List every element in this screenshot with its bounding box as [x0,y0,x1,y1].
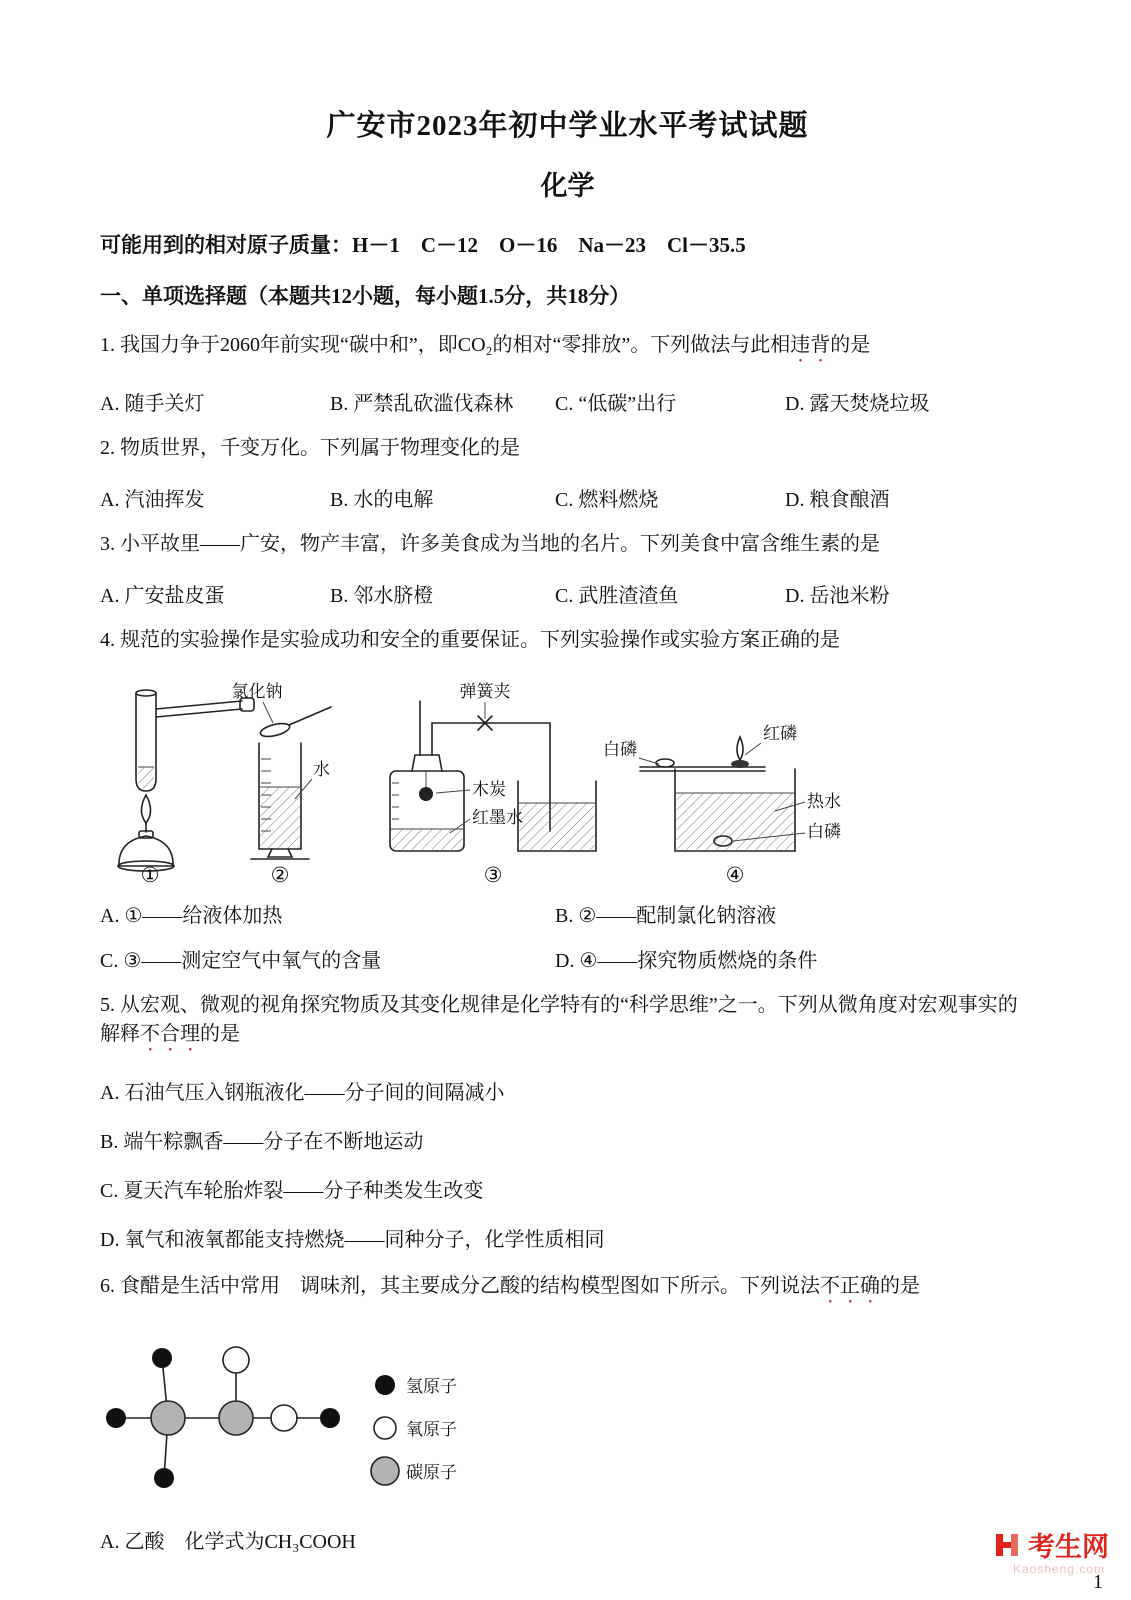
apparatus-oxygen-measure [390,682,596,851]
q4-stem-text: 4. 规范的实验操作是实验成功和安全的重要保证。下列实验操作或实验方案正确的是 [100,629,840,652]
molecule-legend [371,1375,457,1485]
figure-number-3: ③ [483,863,503,888]
bottle-stopper-icon [412,755,442,771]
q4-option-c: C. ③——测定空气中氧气的含量 [100,950,382,973]
q4-option-d: D. ④——探究物质燃烧的条件 [555,950,818,973]
page-title: 广安市2023年初中学业水平考试试题 [326,110,809,143]
legend-carbon-label: 碳原子 [406,1463,457,1483]
question-4-stem [100,626,1035,655]
page-number: 1 [1093,1571,1103,1593]
site-watermark [995,1525,1109,1564]
question-1-stem [100,331,1035,367]
flame-icon [737,737,743,760]
q5-stem-emphasis: 不合理 [140,1023,200,1046]
legend-hydrogen-icon [375,1375,395,1395]
q2-stem-text: 2. 物质世界，千变万化。下列属于物理变化的是 [100,437,520,460]
kaosheng-logo-icon [995,1532,1021,1558]
figure-number-2: ② [270,863,290,888]
q6-stem-tail: 的是 [880,1275,920,1298]
watermark-text: 考生网 [1028,1532,1109,1562]
subject-title: 化学 [540,171,595,202]
question-3-options [100,579,1035,608]
q3-option-c: C. 武胜渣渣鱼 [555,585,679,608]
q6-stem-emphasis: 不正确 [820,1275,880,1298]
spring-clamp-label: 弹簧夹 [459,682,511,702]
q4-option-a: A. ①——给液体加热 [100,905,283,928]
question-4-options [100,899,1035,973]
carbon-atom-icon [219,1401,253,1435]
question-1-options [100,387,1035,416]
q6-option-a: A. 乙酸 化学式为CH₃COOH [100,1531,356,1554]
hydrogen-atom-icon [320,1408,340,1428]
hydrogen-atom-icon [154,1468,174,1488]
question-4-figure [100,675,1035,887]
q5-option-a: A. 石油气压入钢瓶液化——分子间的间隔减小 [100,1082,505,1105]
q5-option-d: D. 氧气和液氧都能支持燃烧——同种分子，化学性质相同 [100,1229,605,1252]
legend-carbon-icon [371,1457,399,1485]
section-header: 一、单项选择题（本题共12小题，每小题1.5分，共18分） [100,284,631,309]
q1-stem-text: 1. 我国力争于2060年前实现“碳中和”，即CO₂的相对“零排放”。下列做法与此相 [100,334,791,357]
atomic-mass-line: 可能用到的相对原子质量：H－1 C－12 O－16 Na－23 Cl－35.5 [100,233,746,258]
legend-oxygen-icon [374,1417,396,1439]
hot-water-label: 热水 [807,792,841,812]
q4-option-b: B. ②——配制氯化钠溶液 [555,905,777,928]
q5-option-c: C. 夏天汽车轮胎炸裂——分子种类发生改变 [100,1180,484,1203]
q5-stem-text: 5. 从宏观、微观的视角探究物质及其变化规律是化学特有的“科学思维”之一。下列从微角度对宏观事实的解释 [100,994,1018,1046]
white-phosphorus-on-plate-icon [656,759,674,767]
q2-option-a: A. 汽油挥发 [100,489,205,512]
apparatus-burning-conditions [603,724,841,851]
q2-option-d: D. 粮食酿酒 [785,489,890,512]
apparatus-salt-into-cylinder [232,682,332,859]
figure-number-1: ① [140,863,160,888]
q1-stem-tail: 的是 [830,334,871,357]
figure-number-4: ④ [725,863,745,888]
q2-option-c: C. 燃料燃烧 [555,489,659,512]
legend-hydrogen-label: 氢原子 [406,1377,457,1397]
q5-stem-tail: 的是 [200,1023,240,1046]
white-phosphorus-top-label: 白磷 [603,740,637,760]
q2-option-b: B. 水的电解 [330,489,434,512]
q1-option-d: D. 露天焚烧垃圾 [785,393,930,416]
apparatus-heating-test-tube [118,690,254,871]
q1-option-c: C. “低碳”出行 [555,393,677,416]
question-2-stem [100,434,1035,463]
question-3-stem [100,530,1035,559]
q3-option-d: D. 岳池米粉 [785,585,890,608]
q1-option-b: B. 严禁乱砍滥伐森林 [330,393,514,416]
oxygen-atom-icon [271,1405,297,1431]
q3-stem-text: 3. 小平故里——广安，物产丰富，许多美食成为当地的名片。下列美食中富含维生素的是 [100,533,880,556]
white-phosphorus-bottom-label: 白磷 [807,822,841,842]
question-5-stem [100,991,1035,1056]
charcoal-label: 木炭 [472,780,506,800]
q1-stem-emphasis: 违背 [790,334,831,357]
question-6-stem [100,1272,1035,1308]
q5-option-b: B. 端午粽飘香——分子在不断地运动 [100,1131,424,1154]
legend-oxygen-label: 氧原子 [406,1420,457,1440]
red-ink-label: 红墨水 [472,808,523,828]
spoon-icon [259,721,291,739]
water-label: 水 [313,760,330,780]
flame-icon [141,795,150,823]
question-6-molecule-figure [100,1340,570,1505]
charcoal-icon [419,787,433,801]
hydrogen-atom-icon [152,1348,172,1368]
q3-option-a: A. 广安盐皮蛋 [100,585,225,608]
oxygen-atom-icon [223,1347,249,1373]
red-phosphorus-label: 红磷 [763,724,797,744]
watermark-subtext: Kaosheng.com [1012,1562,1105,1576]
carbon-atom-icon [151,1401,185,1435]
hydrogen-atom-icon [106,1408,126,1428]
q1-option-a: A. 随手关灯 [100,393,205,416]
q3-option-b: B. 邻水脐橙 [330,585,434,608]
question-2-options [100,483,1035,512]
q6-stem-text: 6. 食醋是生活中常用 调味剂，其主要成分乙酸的结构模型图如下所示。下列说法 [100,1275,820,1298]
nacl-label: 氯化钠 [231,682,283,702]
